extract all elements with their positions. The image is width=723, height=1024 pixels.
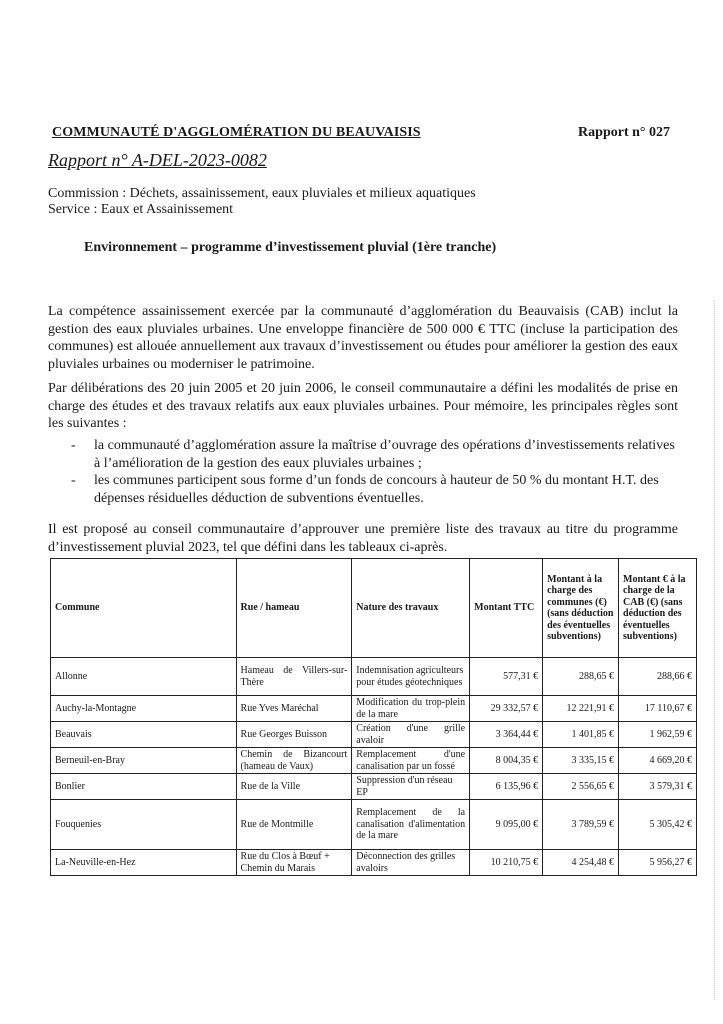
paragraph-rules-intro: Par délibérations des 20 juin 2005 et 20 juin 2006, le conseil communautaire a défini les modalités de prise en charge des études et des travaux relatifs aux eaux pluviales urbaines. Pour mémoire, les principales règles sont les suivantes :	[48, 381, 678, 431]
col-header-commune: Commune	[51, 559, 237, 658]
col-header-communes: Montant à la charge des communes (€) (sans déduction des éventuelles subventions)	[543, 559, 619, 658]
table-row	[51, 774, 697, 800]
table-row	[51, 658, 697, 696]
service-line: Service : Eaux et Assainissement	[48, 202, 234, 217]
report-reference: Rapport n° A-DEL-2023-0082	[48, 150, 267, 170]
organization-name: COMMUNAUTÉ D'AGGLOMÉRATION DU BEAUVAISIS	[52, 125, 421, 140]
subject-title: Environnement – programme d’investissement pluvial (1ère tranche)	[84, 240, 497, 255]
commission-line: Commission : Déchets, assainissement, eaux pluviales et milieux aquatiques	[48, 186, 476, 201]
cell-cab: 288,66 €	[619, 658, 697, 696]
cell-ttc: 10 210,75 €	[470, 850, 543, 876]
header	[52, 125, 692, 145]
cell-communes: 1 401,85 €	[543, 722, 619, 748]
cell-cab: 17 110,67 €	[619, 696, 697, 722]
report-number: Rapport n° 027	[578, 125, 670, 140]
table-row	[51, 748, 697, 774]
works-table	[50, 558, 697, 876]
cell-ttc: 29 332,57 €	[470, 696, 543, 722]
cell-cab: 3 579,31 €	[619, 774, 697, 800]
cell-nature: Modification du trop-plein de la mare	[352, 696, 470, 722]
cell-communes: 288,65 €	[543, 658, 619, 696]
cell-rue: Rue Yves Maréchal	[236, 696, 352, 722]
cell-cab: 4 669,20 €	[619, 748, 697, 774]
meta-block	[48, 186, 476, 218]
rules-list	[48, 437, 678, 507]
bullet-dash: -	[71, 438, 76, 453]
cell-nature: Suppression d'un réseau EP	[352, 774, 470, 800]
cell-ttc: 6 135,96 €	[470, 774, 543, 800]
cell-nature: Remplacement de la canalisation d'alimentation de la mare	[352, 800, 470, 850]
cell-ttc: 3 364,44 €	[470, 722, 543, 748]
col-header-ttc: Montant TTC	[470, 559, 543, 658]
cell-communes: 12 221,91 €	[543, 696, 619, 722]
table-row	[51, 850, 697, 876]
rule-text: les communes participent sous forme d’un fonds de concours à hauteur de 50 % du montant H.T. des dépenses résiduelles déduction de subventions éventuelles.	[94, 473, 659, 506]
cell-nature: Indemnisation agriculteurs pour études géotechniques	[352, 658, 470, 696]
cell-rue: Rue de Montmille	[236, 800, 352, 850]
cell-cab: 5 956,27 €	[619, 850, 697, 876]
col-header-rue: Rue / hameau	[236, 559, 352, 658]
col-header-cab: Montant € à la charge de la CAB (€) (sans déduction des éventuelles subventions)	[619, 559, 697, 658]
rule-item	[48, 472, 678, 507]
scan-edge-line	[714, 300, 716, 1000]
bullet-dash: -	[71, 473, 76, 488]
cell-commune: Fouquenies	[51, 800, 237, 850]
table-row	[51, 800, 697, 850]
rule-item	[48, 437, 678, 472]
cell-communes: 3 335,15 €	[543, 748, 619, 774]
cell-ttc: 8 004,35 €	[470, 748, 543, 774]
cell-rue: Rue de la Ville	[236, 774, 352, 800]
rule-text: la communauté d’agglomération assure la maîtrise d’ouvrage des opérations d’investissements relatives à l’amélioration de la gestion des eaux pluviales urbaines ;	[94, 438, 675, 471]
cell-nature: Déconnection des grilles avaloirs	[352, 850, 470, 876]
cell-commune: La-Neuville-en-Hez	[51, 850, 237, 876]
cell-cab: 1 962,59 €	[619, 722, 697, 748]
col-header-nature: Nature des travaux	[352, 559, 470, 658]
cell-ttc: 577,31 €	[470, 658, 543, 696]
cell-commune: Berneuil-en-Bray	[51, 748, 237, 774]
cell-nature: Création d'une grille avaloir	[352, 722, 470, 748]
cell-commune: Auchy-la-Montagne	[51, 696, 237, 722]
paragraph-proposal: Il est proposé au conseil communautaire d’approuver une première liste des travaux au titre du programme d’investissement pluvial 2023, tel que défini dans les tableaux ci-après.	[48, 522, 678, 555]
table-row	[51, 722, 697, 748]
cell-rue: Hameau de Villers-sur-Thère	[236, 658, 352, 696]
cell-rue: Rue du Clos à Bœuf + Chemin du Marais	[236, 850, 352, 876]
cell-cab: 5 305,42 €	[619, 800, 697, 850]
table-row	[51, 696, 697, 722]
cell-commune: Bonlier	[51, 774, 237, 800]
cell-commune: Allonne	[51, 658, 237, 696]
cell-nature: Remplacement d'une canalisation par un fossé	[352, 748, 470, 774]
cell-communes: 3 789,59 €	[543, 800, 619, 850]
cell-commune: Beauvais	[51, 722, 237, 748]
cell-ttc: 9 095,00 €	[470, 800, 543, 850]
cell-communes: 2 556,65 €	[543, 774, 619, 800]
table-header-row	[51, 559, 697, 658]
cell-rue: Rue Georges Buisson	[236, 722, 352, 748]
paragraph-intro: La compétence assainissement exercée par la communauté d’agglomération du Beauvaisis (CAB) inclut la gestion des eaux pluviales urbaines. Une enveloppe financière de 500 000 € TTC (incluse la participation des communes) est allouée annuellement aux travaux d’investissement ou études pour améliorer la gestion des eaux pluviales urbaines ou moderniser le patrimoine.	[48, 304, 678, 372]
cell-communes: 4 254,48 €	[543, 850, 619, 876]
cell-rue: Chemin de Bizancourt (hameau de Vaux)	[236, 748, 352, 774]
